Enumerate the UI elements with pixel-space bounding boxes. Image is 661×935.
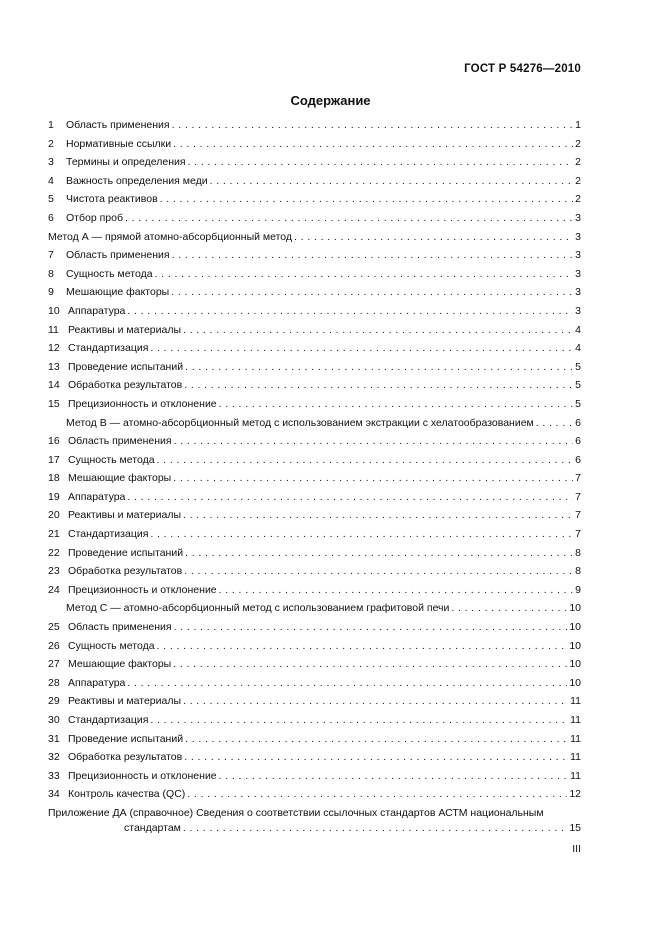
leader-dots bbox=[219, 395, 574, 414]
toc-entry-number: 25 bbox=[48, 621, 60, 634]
toc-entry-number: 26 bbox=[48, 639, 60, 652]
appendix-title-continued: стандартам bbox=[124, 821, 181, 834]
toc-entry-title: Важность определения меди bbox=[66, 174, 208, 187]
leader-dots bbox=[157, 451, 574, 470]
toc-entry-label bbox=[48, 190, 158, 209]
toc-entry-number: 28 bbox=[48, 676, 60, 689]
toc-entry[interactable] bbox=[48, 451, 581, 470]
leader-dots bbox=[125, 209, 573, 228]
toc-entry-label bbox=[48, 451, 155, 470]
toc-entry-label bbox=[48, 414, 534, 433]
toc-entry-page-number: 4 bbox=[575, 342, 581, 355]
toc-entry[interactable] bbox=[48, 339, 581, 358]
toc-entry-label bbox=[48, 283, 169, 302]
toc-entry-title: Область применения bbox=[68, 621, 172, 634]
leader-dots bbox=[294, 228, 573, 247]
toc-entry-title: Метод А — прямой атомно-абсорбционный метод bbox=[48, 230, 293, 243]
toc-entry-title: Сущность метода bbox=[68, 453, 155, 466]
toc-entry-page-number: 9 bbox=[575, 583, 581, 596]
toc-entry-label bbox=[48, 228, 292, 247]
toc-entry[interactable] bbox=[48, 358, 581, 377]
toc-entry-title: Область применения bbox=[68, 435, 172, 448]
toc-entry[interactable] bbox=[48, 711, 581, 730]
toc-entry-number: 19 bbox=[48, 490, 60, 503]
toc-entry[interactable] bbox=[48, 209, 581, 228]
toc-entry-page-number: 6 bbox=[575, 416, 581, 429]
leader-dots bbox=[219, 581, 574, 600]
toc-entry-title: Область применения bbox=[66, 249, 170, 262]
toc-entry-page-number: 7 bbox=[575, 509, 581, 522]
toc-entry-title: Обработка результатов bbox=[68, 751, 183, 764]
leader-dots bbox=[171, 283, 573, 302]
toc-entry[interactable] bbox=[48, 562, 581, 581]
toc-entry-title: Термины и определения bbox=[66, 156, 186, 169]
toc-entry[interactable] bbox=[48, 172, 581, 191]
toc-entry[interactable] bbox=[48, 674, 581, 693]
leader-dots bbox=[210, 172, 574, 191]
toc-entry-label bbox=[48, 395, 217, 414]
toc-entry-title: Метод В — атомно-абсорбционный метод с использованием экстракции с хелатообразованием bbox=[66, 416, 534, 429]
toc-entry[interactable] bbox=[48, 637, 581, 656]
toc-entry-page-number: 3 bbox=[575, 211, 581, 224]
toc-entry[interactable] bbox=[48, 599, 581, 618]
toc-entry[interactable] bbox=[48, 153, 581, 172]
toc-entry-label bbox=[48, 135, 171, 154]
appendix-page-number: 15 bbox=[569, 821, 581, 834]
toc-entry-label bbox=[48, 172, 208, 191]
toc-entry-label bbox=[48, 376, 182, 395]
toc-entry[interactable] bbox=[48, 488, 581, 507]
toc-entry-label bbox=[48, 432, 172, 451]
toc-entry-page-number: 3 bbox=[575, 286, 581, 299]
toc-entry[interactable] bbox=[48, 135, 581, 154]
toc-entry-title: Область применения bbox=[66, 119, 170, 131]
toc-entry-page-number: 5 bbox=[575, 360, 581, 373]
toc-entry-page-number: 5 bbox=[575, 379, 581, 392]
toc-entry-number: 4 bbox=[48, 174, 54, 187]
toc-entry-number: 9 bbox=[48, 286, 54, 299]
toc-entry-title: Отбор проб bbox=[66, 211, 123, 224]
toc-entry-page-number: 10 bbox=[569, 639, 581, 652]
toc-entry-label bbox=[48, 116, 170, 135]
leader-dots bbox=[185, 544, 573, 563]
document-standard-header: ГОСТ Р 54276—2010 bbox=[464, 63, 581, 75]
toc-entry-label bbox=[48, 246, 170, 265]
toc-entry-label bbox=[48, 655, 171, 674]
toc-entry-label bbox=[48, 599, 449, 618]
toc-entry-page-number: 8 bbox=[575, 565, 581, 578]
toc-entry-number: 33 bbox=[48, 769, 60, 782]
toc-entry-page-number: 10 bbox=[569, 658, 581, 671]
toc-entry-title: Аппаратура bbox=[68, 676, 126, 689]
leader-dots bbox=[184, 562, 573, 581]
toc-entry[interactable] bbox=[48, 525, 581, 544]
toc-entry-title: Аппаратура bbox=[68, 304, 126, 317]
toc-entry-page-number: 7 bbox=[575, 472, 581, 485]
toc-entry-title: Аппаратура bbox=[68, 490, 126, 503]
toc-entry-label bbox=[48, 581, 217, 600]
toc-entry-page-number: 5 bbox=[575, 397, 581, 410]
toc-entry-title: Мешающие факторы bbox=[68, 472, 172, 485]
leader-dots bbox=[173, 469, 573, 488]
toc-entry-number: 8 bbox=[48, 267, 54, 280]
toc-entry-number: 34 bbox=[48, 788, 60, 801]
toc-entry-label bbox=[48, 692, 181, 711]
toc-entry[interactable] bbox=[48, 246, 581, 265]
leader-dots bbox=[127, 674, 567, 693]
toc-entry-label bbox=[48, 153, 186, 172]
toc-entry-number: 14 bbox=[48, 379, 60, 392]
toc-entry[interactable] bbox=[48, 414, 581, 433]
toc-entry-title: Стандартизация bbox=[68, 342, 149, 355]
toc-entry[interactable] bbox=[48, 469, 581, 488]
toc-entry-page-number: 11 bbox=[570, 695, 581, 708]
toc-entry-page-number: 3 bbox=[575, 249, 581, 262]
toc-entry-title: Проведение испытаний bbox=[68, 360, 184, 373]
leader-dots bbox=[188, 153, 574, 172]
toc-entry-title: Прецизионность и отклонение bbox=[68, 769, 217, 782]
leader-dots bbox=[187, 785, 567, 804]
toc-list bbox=[48, 116, 581, 804]
toc-entry-number: 29 bbox=[48, 695, 60, 708]
toc-entry-page-number: 2 bbox=[575, 137, 581, 150]
leader-dots bbox=[150, 711, 568, 730]
toc-entry[interactable] bbox=[48, 730, 581, 749]
toc-entry-page-number: 6 bbox=[575, 435, 581, 448]
toc-entry-page-number: 3 bbox=[575, 267, 581, 280]
toc-entry[interactable] bbox=[48, 376, 581, 395]
toc-entry-page-number: 6 bbox=[575, 453, 581, 466]
toc-entry[interactable] bbox=[48, 692, 581, 711]
leader-dots bbox=[155, 265, 574, 284]
toc-entry-number: 27 bbox=[48, 658, 60, 671]
page-number: III bbox=[572, 843, 581, 855]
toc-entry[interactable] bbox=[48, 302, 581, 321]
toc-entry-number: 6 bbox=[48, 211, 54, 224]
toc-entry-page-number: 12 bbox=[569, 788, 581, 801]
toc-entry-label bbox=[48, 321, 181, 340]
toc-entry[interactable] bbox=[48, 321, 581, 340]
toc-entry-page-number: 1 bbox=[575, 119, 581, 131]
toc-entry-label bbox=[48, 265, 153, 284]
toc-entry-title: Контроль качества (QC) bbox=[68, 788, 186, 801]
toc-entry-number: 2 bbox=[48, 137, 54, 150]
toc-entry-number: 12 bbox=[48, 342, 60, 355]
leader-dots bbox=[184, 376, 573, 395]
toc-entry-number: 24 bbox=[48, 583, 60, 596]
toc-entry-page-number: 4 bbox=[575, 323, 581, 336]
toc-entry[interactable] bbox=[48, 785, 581, 804]
leader-dots bbox=[172, 246, 574, 265]
toc-entry-number: 32 bbox=[48, 751, 60, 764]
toc-entry-title: Нормативные ссылки bbox=[66, 137, 172, 150]
toc-entry[interactable] bbox=[48, 228, 581, 247]
toc-entry-title: Сущность метода bbox=[66, 267, 153, 280]
toc-entry-page-number: 11 bbox=[570, 732, 581, 745]
toc-entry-title: Сущность метода bbox=[68, 639, 155, 652]
toc-entry-label bbox=[48, 730, 183, 749]
toc-entry-title: Реактивы и материалы bbox=[68, 323, 182, 336]
leader-dots bbox=[183, 692, 568, 711]
toc-entry-title: Обработка результатов bbox=[68, 565, 183, 578]
leader-dots bbox=[174, 432, 574, 451]
leader-dots bbox=[183, 821, 567, 836]
toc-entry-title: Стандартизация bbox=[68, 714, 149, 726]
leader-dots bbox=[184, 748, 568, 767]
toc-entry-label bbox=[48, 469, 171, 488]
toc-entry-number: 30 bbox=[48, 714, 60, 726]
toc-entry[interactable] bbox=[48, 190, 581, 209]
toc-entry-title: Чистота реактивов bbox=[66, 193, 158, 206]
leader-dots bbox=[185, 358, 573, 377]
toc-entry-number: 3 bbox=[48, 156, 54, 169]
toc-entry-title: Мешающие факторы bbox=[68, 658, 172, 671]
leader-dots bbox=[157, 637, 568, 656]
toc-entry-number: 15 bbox=[48, 397, 60, 410]
toc-entry-page-number: 11 bbox=[570, 769, 581, 782]
toc-entry-number: 22 bbox=[48, 546, 60, 559]
toc-entry[interactable] bbox=[48, 618, 581, 637]
toc-entry-number: 7 bbox=[48, 249, 54, 262]
leader-dots bbox=[219, 767, 568, 786]
leader-dots bbox=[160, 190, 574, 209]
toc-entry-label bbox=[48, 785, 185, 804]
toc-entry-page-number: 10 bbox=[569, 676, 581, 689]
toc-entry-label bbox=[48, 525, 148, 544]
toc-entry-number: 5 bbox=[48, 193, 54, 206]
toc-entry-title: Прецизионность и отклонение bbox=[68, 397, 217, 410]
toc-entry[interactable] bbox=[48, 506, 581, 525]
leader-dots bbox=[172, 116, 574, 135]
toc-entry-number: 1 bbox=[48, 119, 54, 131]
toc-entry-title: Стандартизация bbox=[68, 528, 149, 541]
toc-entry-page-number: 7 bbox=[575, 528, 581, 541]
toc-entry-label bbox=[48, 767, 217, 786]
toc-appendix-entry[interactable] bbox=[48, 806, 581, 836]
toc-entry-number: 13 bbox=[48, 360, 60, 373]
toc-entry-title: Проведение испытаний bbox=[68, 546, 184, 559]
leader-dots bbox=[451, 599, 567, 618]
leader-dots bbox=[127, 488, 573, 507]
toc-entry-page-number: 2 bbox=[575, 156, 581, 169]
appendix-title: Приложение ДА (справочное) Сведения о соответствии ссылочных стандартов АСТМ национальным bbox=[48, 806, 544, 819]
toc-entry-page-number: 11 bbox=[570, 714, 581, 726]
page-title: Содержание bbox=[290, 93, 371, 108]
toc-entry-page-number: 2 bbox=[575, 193, 581, 206]
toc-entry-label bbox=[48, 674, 125, 693]
toc-entry-title: Реактивы и материалы bbox=[68, 695, 182, 708]
toc-entry-page-number: 11 bbox=[570, 751, 581, 764]
toc-entry[interactable] bbox=[48, 544, 581, 563]
toc-entry-label bbox=[48, 339, 148, 358]
toc-entry-number: 10 bbox=[48, 304, 60, 317]
toc-entry[interactable] bbox=[48, 283, 581, 302]
toc-entry-title: Мешающие факторы bbox=[66, 286, 170, 299]
toc-entry[interactable] bbox=[48, 116, 581, 135]
toc-entry-label bbox=[48, 544, 183, 563]
toc-entry-number: 21 bbox=[48, 528, 60, 541]
leader-dots bbox=[183, 506, 573, 525]
toc-entry-number: 23 bbox=[48, 565, 60, 578]
toc-entry-number: 17 bbox=[48, 453, 60, 466]
toc-entry-label bbox=[48, 637, 155, 656]
toc-entry-label bbox=[48, 748, 182, 767]
toc-entry-page-number: 2 bbox=[575, 174, 581, 187]
toc-entry-title: Реактивы и материалы bbox=[68, 509, 182, 522]
toc-entry-label bbox=[48, 488, 125, 507]
toc-entry-title: Метод С — атомно-абсорбционный метод с использованием графитовой печи bbox=[66, 602, 450, 615]
leader-dots bbox=[174, 618, 568, 637]
toc-entry-number: 16 bbox=[48, 435, 60, 448]
toc-entry-label bbox=[48, 209, 123, 228]
leader-dots bbox=[173, 655, 567, 674]
toc-entry[interactable] bbox=[48, 265, 581, 284]
toc-entry[interactable] bbox=[48, 395, 581, 414]
toc-entry-number: 31 bbox=[48, 732, 60, 745]
toc-entry[interactable] bbox=[48, 581, 581, 600]
toc-entry-page-number: 3 bbox=[575, 230, 581, 243]
leader-dots bbox=[127, 302, 573, 321]
toc-entry-number: 11 bbox=[48, 323, 59, 336]
toc-entry[interactable] bbox=[48, 432, 581, 451]
toc-entry-page-number: 10 bbox=[569, 621, 581, 634]
leader-dots bbox=[150, 525, 573, 544]
leader-dots bbox=[173, 135, 573, 154]
toc-entry-page-number: 7 bbox=[575, 490, 581, 503]
toc-entry-page-number: 3 bbox=[575, 304, 581, 317]
toc-entry-page-number: 10 bbox=[569, 602, 581, 615]
toc-entry[interactable] bbox=[48, 655, 581, 674]
leader-dots bbox=[150, 339, 573, 358]
toc-entry[interactable] bbox=[48, 748, 581, 767]
toc-entry[interactable] bbox=[48, 767, 581, 786]
toc-entry-number: 20 bbox=[48, 509, 60, 522]
toc-entry-title: Прецизионность и отклонение bbox=[68, 583, 217, 596]
table-of-contents bbox=[48, 116, 581, 836]
toc-entry-number: 18 bbox=[48, 472, 60, 485]
leader-dots bbox=[536, 414, 573, 433]
toc-entry-label bbox=[48, 711, 148, 730]
leader-dots bbox=[185, 730, 568, 749]
toc-entry-label bbox=[48, 562, 182, 581]
toc-entry-title: Обработка результатов bbox=[68, 379, 183, 392]
toc-entry-label bbox=[48, 358, 183, 377]
toc-entry-page-number: 8 bbox=[575, 546, 581, 559]
leader-dots bbox=[183, 321, 573, 340]
toc-entry-label bbox=[48, 506, 181, 525]
toc-entry-title: Проведение испытаний bbox=[68, 732, 184, 745]
toc-entry-label bbox=[48, 302, 125, 321]
toc-entry-label bbox=[48, 618, 172, 637]
